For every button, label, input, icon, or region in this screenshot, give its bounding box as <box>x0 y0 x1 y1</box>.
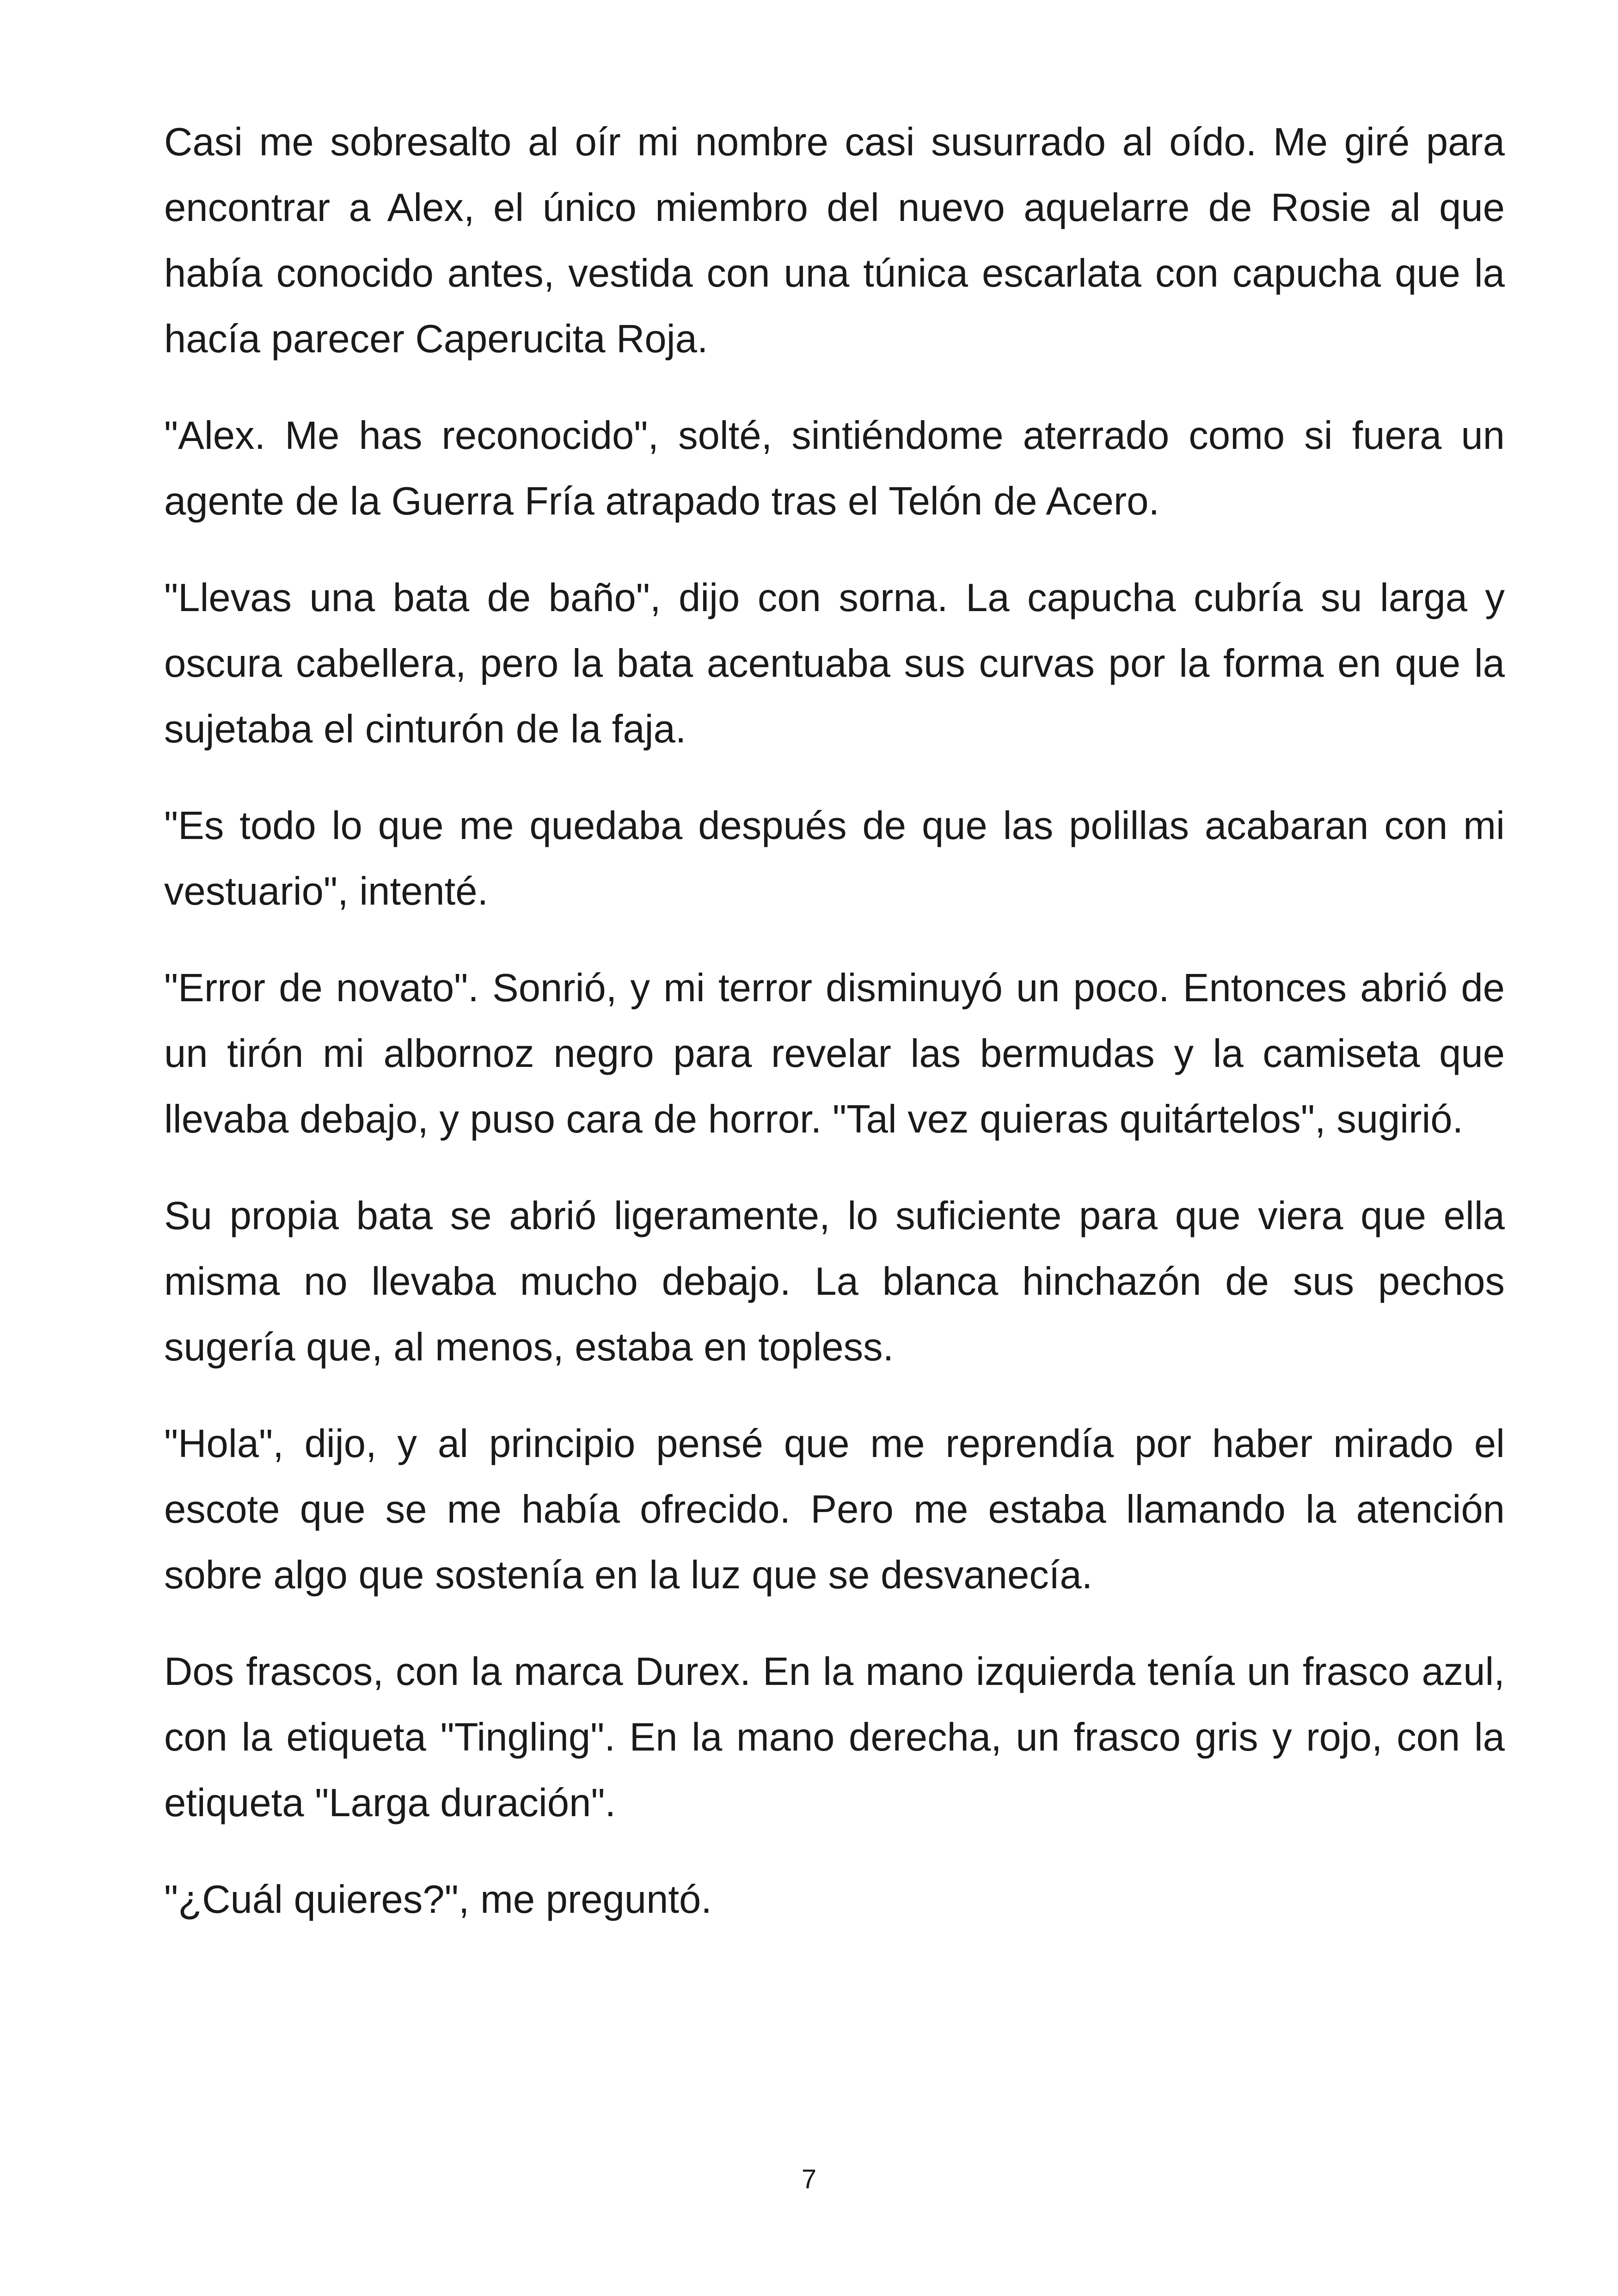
paragraph-7: "Hola", dijo, y al principio pensé que me reprendía por haber mirado el escote que se me había ofrecido. Pero me estaba llamando la atención sobre algo que sostenía en la luz que se desvanecía. <box>164 1422 1505 1597</box>
paragraph-3: "Llevas una bata de baño", dijo con sorna. La capucha cubría su larga y oscura cabellera, pero la bata acentuaba sus curvas por la forma en que la sujetaba el cinturón de la faja. <box>164 576 1505 751</box>
paragraph-1: Casi me sobresalto al oír mi nombre casi susurrado al oído. Me giré para encontrar a Alex, el único miembro del nuevo aquelarre de Rosie al que había conocido antes, vestida con una túnica escarlata con capucha que la hacía parecer Caperucita Roja. <box>164 120 1505 361</box>
paragraph-8: Dos frascos, con la marca Durex. En la mano izquierda tenía un frasco azul, con la etiqueta "Tingling". En la mano derecha, un frasco gris y rojo, con la etiqueta "Larga duración". <box>164 1650 1505 1825</box>
page-number: 7 <box>801 2164 817 2194</box>
paragraph-9: "¿Cuál quieres?", me preguntó. <box>164 1878 712 1922</box>
paragraph-5: "Error de novato". Sonrió, y mi terror disminuyó un poco. Entonces abrió de un tirón mi albornoz negro para revelar las bermudas y la camiseta que llevaba debajo, y puso cara de horror. "Tal vez quieras quitártelos", sugirió. <box>164 966 1505 1141</box>
paragraph-6: Su propia bata se abrió ligeramente, lo suficiente para que viera que ella misma no llevaba mucho debajo. La blanca hinchazón de sus pechos sugería que, al menos, estaba en topless. <box>164 1194 1505 1369</box>
paragraph-4: "Es todo lo que me quedaba después de que las polillas acabaran con mi vestuario", intenté. <box>164 804 1505 913</box>
paragraph-2: "Alex. Me has reconocido", solté, sintiéndome aterrado como si fuera un agente de la Guerra Fría atrapado tras el Telón de Acero. <box>164 414 1505 523</box>
document-body <box>164 110 1505 1964</box>
